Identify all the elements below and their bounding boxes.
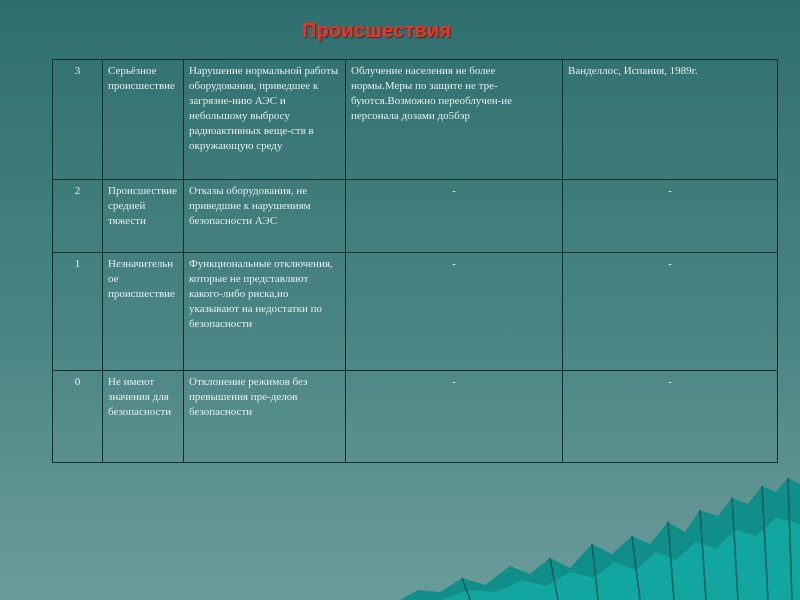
consequences-cell: - bbox=[346, 180, 563, 253]
slide-title: Происшествия bbox=[302, 20, 452, 42]
table-row bbox=[53, 253, 778, 371]
table-row bbox=[53, 180, 778, 253]
consequences-cell: - bbox=[346, 371, 563, 463]
name-cell: Происшествие средней тяжести bbox=[103, 180, 184, 253]
description-cell: Функциональные отключения, которые не представляют какого-либо риска,но указывают на недостатки по безопасности bbox=[184, 253, 346, 371]
level-cell: 1 bbox=[53, 253, 103, 371]
incident-scale-table bbox=[52, 59, 778, 463]
name-cell: Серьёзное происшествие bbox=[103, 60, 184, 180]
description-cell: Отказы оборудования, не приведшие к нарушениям безопасности АЭС bbox=[184, 180, 346, 253]
example-cell: Ванделлос, Испания, 1989г. bbox=[563, 60, 778, 180]
example-cell: - bbox=[563, 371, 778, 463]
consequences-cell: - bbox=[346, 253, 563, 371]
level-cell: 2 bbox=[53, 180, 103, 253]
example-cell: - bbox=[563, 180, 778, 253]
level-cell: 3 bbox=[53, 60, 103, 180]
teal-mountains-icon bbox=[400, 440, 800, 600]
example-cell: - bbox=[563, 253, 778, 371]
name-cell: Не имеют значения для безопасности bbox=[103, 371, 184, 463]
table-row bbox=[53, 60, 778, 180]
name-cell: Незначительное происшествие bbox=[103, 253, 184, 371]
level-cell: 0 bbox=[53, 371, 103, 463]
description-cell: Отклонение режимов без превышения пре-делов безопасности bbox=[184, 371, 346, 463]
description-cell: Нарушение нормальной работы оборудования, приведшее к загрязне-нию АЭС и небольшому выбросу радиоактивных веще-ств в окружающую среду bbox=[184, 60, 346, 180]
consequences-cell: Облучение населения не более нормы.Меры по защите не тре-буются.Возможно переоблучен-ие персонала дозами до5бэр bbox=[346, 60, 563, 180]
